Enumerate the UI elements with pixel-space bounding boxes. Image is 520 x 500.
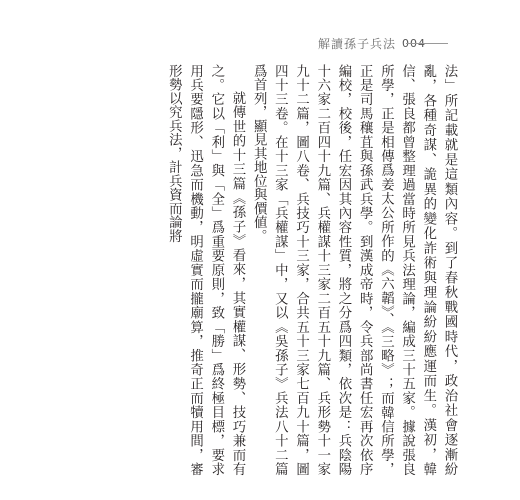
paragraph-2: 就傳世的十三篇《孫子》看來，其實權謀、形勢、技巧兼而有之。它以「利」與「全」爲重要原則，致「勝」爲終極目標，要求用兵要隱形、迅急而機動，明虛實而攏廟算，推奇正而犢用間，審形勢以究兵法，計兵資而論將	[166, 64, 245, 476]
page-number: 004	[402, 37, 427, 50]
paragraph-1: 法」所記載就是這類內容。到了春秋戰國時代，政治社會逐漸紛亂，各種奇謀、詭異的變化詐術與理論紛紛應運而生。漢初，韓信、張良都曾整理過當時所見兵法理論，編成三十五家。據說張良所學，正是相傳爲姜太公所作的《六韜》、《三略》；而韓信所學，正是司馬穰苴與孫武兵學。到漢成帝時，令兵部尚書任宏再次依序編校，校後，任宏因其內容性質，將之分爲四類，依次是：兵陰陽十六家二百四十九篇、兵權謀十三家二百五十九篇、兵形勢十一家九十二篇，圖八卷、兵技巧十三家，合共五十三家七百九十篇，圖四十三卷。在十三家「兵權謀」中，又以《吳孫子》兵法八十二篇爲首列，顯見其地位與價値。	[251, 64, 457, 476]
header-rule	[406, 43, 448, 44]
book-title: 解讀孫子兵法	[318, 37, 397, 51]
body-text	[85, 64, 460, 476]
